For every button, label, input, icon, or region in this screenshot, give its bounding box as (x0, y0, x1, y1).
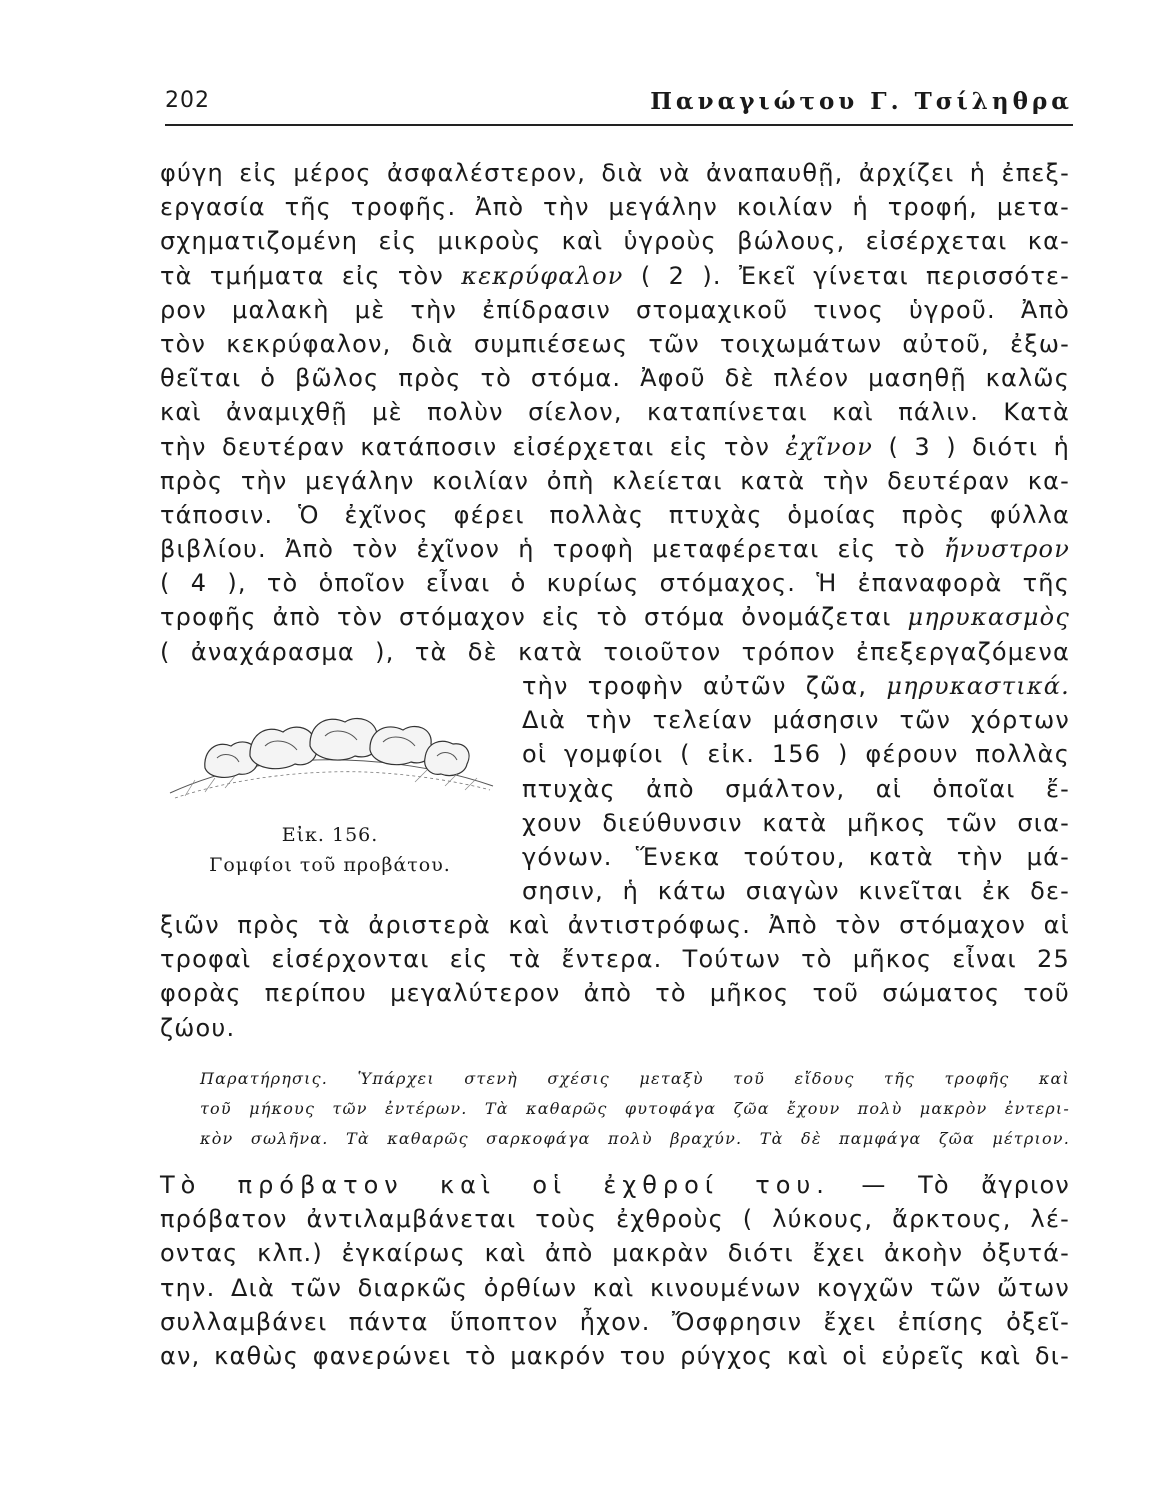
text-line: την. Διὰ τῶν διαρκῶς ὀρθίων καὶ κινουμένων κογχῶν τῶν ὤτων (160, 1273, 1070, 1302)
observation-note (200, 1064, 1070, 1154)
note-line: τοῦ μήκους τῶν ἐντέρων. Τὰ καθαρῶς φυτοφάγα ζῶα ἔχουν πολὺ μακρὸν ἐντερι- (200, 1099, 1070, 1118)
italic-term: μηρυκαστικά. (886, 672, 1070, 700)
text-line: ( ἀναχάρασμα ), τὰ δὲ κατὰ τοιοῦτον τρόπον ἐπεξεργαζόμενα (160, 637, 1070, 666)
sheep-molars-illustration (165, 698, 495, 808)
section-heading-line (160, 1168, 1070, 1202)
text-line: φύγη εἰς μέρος ἀσφαλέστερον, διὰ νὰ ἀναπαυθῇ, ἀρχίζει ἡ ἐπεξ- (160, 159, 1070, 187)
italic-term: ἤνυστρον (944, 535, 1070, 564)
section-heading: Τὸ πρόβατον καὶ οἱ ἐχθροί του. (160, 1171, 830, 1199)
text-line (160, 430, 1070, 464)
text-fragment: τὰ τμήματα εἰς τὸν (160, 261, 444, 290)
page-header (165, 82, 1073, 126)
text-line: συλλαμβάνει πάντα ὕποπτον ἦχον. Ὄσφρησιν ἔχει ἐπίσης ὀξεῖ- (160, 1307, 1070, 1336)
text-line: πρὸς τὴν μεγάλην κοιλίαν ὀπὴ κλείεται κατὰ τὴν δευτέραν κα- (160, 466, 1070, 495)
text-fragment: τὴν δευτέραν κατάποσιν εἰσέρχεται εἰς τὸν (160, 432, 771, 461)
text-line (160, 600, 1070, 634)
text-line: οντας κλπ.) ἐγκαίρως καὶ ἀπὸ μακρὰν διότι ἔχει ἀκοὴν ὀξυτά- (160, 1239, 1070, 1268)
text-line: ρον μαλακὴ μὲ τὴν ἐπίδρασιν στομαχικοῦ τινος ὑγροῦ. Ἀπὸ (160, 295, 1070, 324)
text-line (160, 532, 1070, 566)
text-fragment: τροφῆς ἀπὸ τὸν στόμαχον εἰς τὸ στόμα ὀνομάζεται (160, 603, 892, 632)
text-line: θεῖται ὁ βῶλος πρὸς τὸ στόμα. Ἀφοῦ δὲ πλέον μασηθῇ καλῶς (160, 364, 1070, 393)
text-line (522, 669, 1070, 703)
text-line: πτυχὰς ἀπὸ σμάλτον, αἱ ὁποῖαι ἔ- (522, 774, 1070, 803)
paragraph-digestion (160, 156, 1070, 669)
figure-label: Εἰκ. 156. (281, 824, 379, 846)
text-fragment: ( 2 ). Ἐκεῖ γίνεται περισσότε- (640, 261, 1070, 290)
text-fragment: βιβλίου. Ἀπὸ τὸν ἐχῖνον ἡ τροφὴ μεταφέρεται εἰς τὸ (160, 535, 926, 564)
text-line: τὸν κεκρύφαλον, διὰ συμπιέσεως τῶν τοιχωμάτων αὐτοῦ, ἐξω- (160, 329, 1070, 358)
text-line: εργασία τῆς τροφῆς. Ἀπὸ τὴν μεγάλην κοιλίαν ἡ τροφή, μετα- (160, 193, 1070, 222)
text-line: οἱ γομφίοι ( εἰκ. 156 ) φέρουν πολλὰς (522, 740, 1070, 769)
text-line: ( 4 ), τὸ ὁποῖον εἶναι ὁ κυρίως στόμαχος. Ἡ ἐπαναφορὰ τῆς (160, 569, 1070, 598)
running-title: Παναγιώτου Γ. Τσίληθρα (650, 88, 1073, 115)
figure-caption: Γομφίοι τοῦ προβάτου. (209, 854, 451, 876)
note-line: Παρατήρησις. Ὑπάρχει στενὴ σχέσις μεταξὺ τοῦ εἴδους τῆς τροφῆς καὶ (200, 1069, 1070, 1088)
text-fragment: τὴν τροφὴν αὐτῶν ζῶα, (522, 672, 868, 700)
section-sheep-enemies (160, 1168, 1070, 1373)
text-line: καὶ ἀναμιχθῇ μὲ πολὺν σίελον, καταπίνεται καὶ πάλιν. Κατὰ (160, 398, 1070, 427)
page-number: 202 (165, 88, 210, 113)
italic-term: κεκρύφαλον (461, 261, 624, 290)
italic-term: μηρυκασμὸς (907, 603, 1070, 632)
note-line: κὸν σωλῆνα. Τὰ καθαρῶς σαρκοφάγα πολὺ βραχύν. Τὰ δὲ παμφάγα ζῶα μέτριον. (200, 1129, 1070, 1148)
figure-molars (165, 698, 495, 888)
text-line: τροφαὶ εἰσέρχονται εἰς τὰ ἔντερα. Τούτων τὸ μῆκος εἶναι 25 (160, 945, 1070, 974)
text-line: χουν διεύθυνσιν κατὰ μῆκος τῶν σια- (522, 808, 1070, 837)
text-line: ζώου. (160, 1013, 236, 1042)
text-line: Διὰ τὴν τελείαν μάσησιν τῶν χόρτων (522, 706, 1070, 735)
text-fragment: ( 3 ) διότι ἡ (888, 432, 1070, 461)
text-fragment: — Τὸ ἄγριον (861, 1171, 1070, 1199)
text-line: φορὰς περίπου μεγαλύτερον ἀπὸ τὸ μῆκος τοῦ σώματος τοῦ (160, 979, 1070, 1008)
right-column-text (522, 669, 1070, 908)
text-line: τάποσιν. Ὁ ἐχῖνος φέρει πολλὰς πτυχὰς ὁμοίας πρὸς φύλλα (160, 500, 1070, 529)
text-line: σησιν, ἡ κάτω σιαγὼν κινεῖται ἐκ δε- (522, 877, 1070, 906)
italic-term: ἐχῖνον (785, 432, 874, 461)
text-line (160, 259, 1070, 293)
text-line: γόνων. Ἕνεκα τούτου, κατὰ τὴν μά- (522, 842, 1070, 871)
paragraph-continuation (160, 908, 1070, 1045)
text-line: ξιῶν πρὸς τὰ ἀριστερὰ καὶ ἀντιστρόφως. Ἀπὸ τὸν στόμαχον αἱ (160, 911, 1070, 939)
text-line: πρόβατον ἀντιλαμβάνεται τοὺς ἐχθροὺς ( λύκους, ἄρκτους, λέ- (160, 1205, 1070, 1234)
text-line: σχηματιζομένη εἰς μικροὺς καὶ ὑγροὺς βώλους, εἰσέρχεται κα- (160, 227, 1070, 256)
text-line: αν, καθὼς φανερώνει τὸ μακρόν του ρύγχος καὶ οἱ εὐρεῖς καὶ δι- (160, 1341, 1070, 1370)
